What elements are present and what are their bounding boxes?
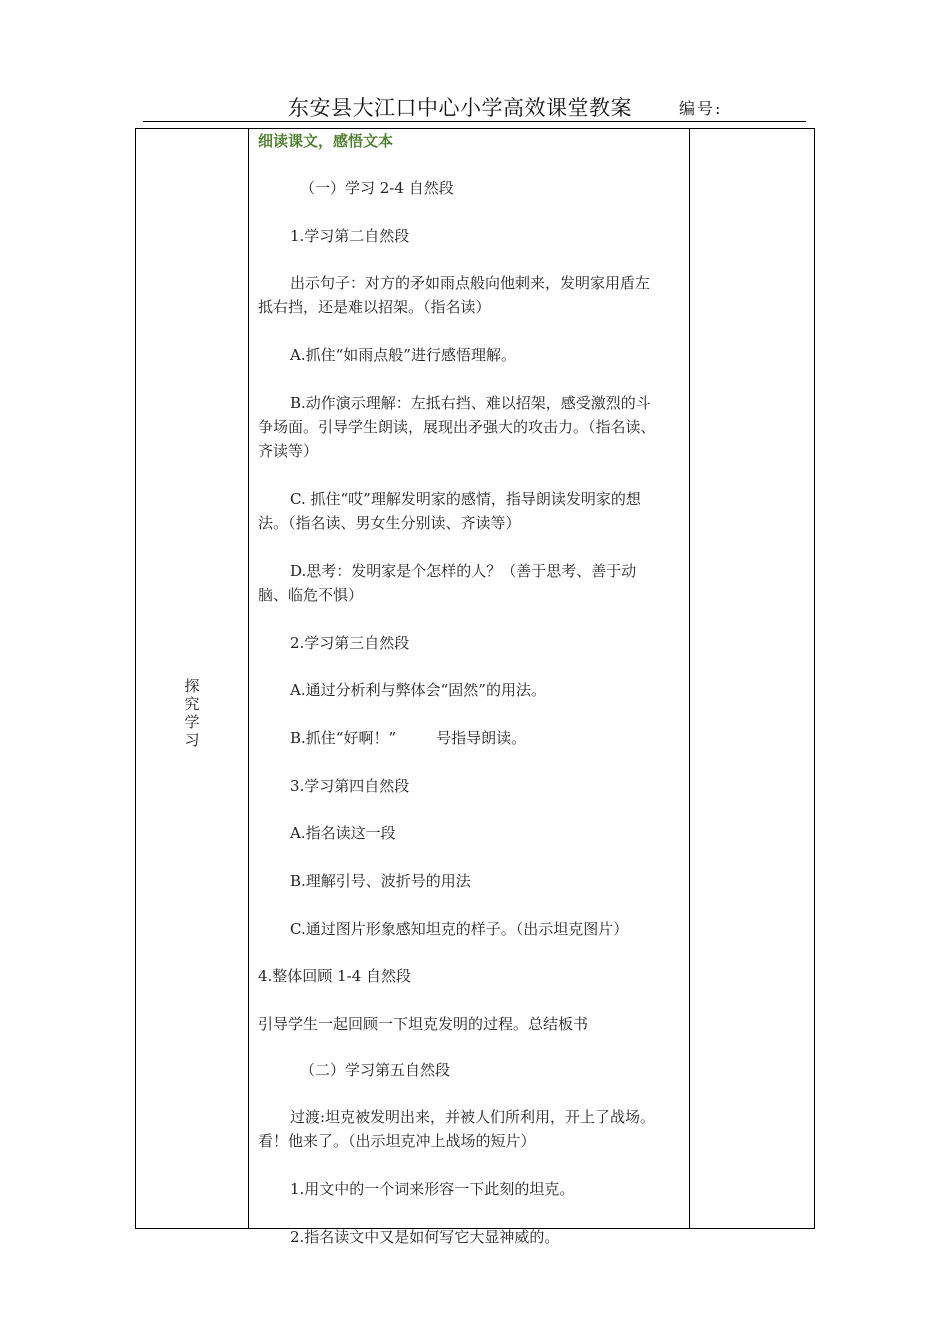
- content-line: 引导学生一起回顾一下坦克发明的过程。总结板书: [258, 1015, 589, 1033]
- table-column-divider: [689, 128, 690, 1229]
- content-line: 法。（指名读、男女生分别读、齐读等）: [258, 514, 521, 532]
- content-line: 3.学习第四自然段: [290, 777, 410, 795]
- document-title: 东安县大江口中心小学高效课堂教案: [288, 96, 632, 120]
- content-line-part: B.抓住“好啊！”: [290, 729, 397, 747]
- content-line: C.通过图片形象感知坦克的样子。（出示坦克图片）: [290, 920, 629, 938]
- content-line: C. 抓住“哎”理解发明家的感情，指导朗读发明家的想: [290, 490, 641, 508]
- content-line: A.抓住“如雨点般”进行感悟理解。: [290, 346, 516, 364]
- content-line: （一）学习 2-4 自然段: [300, 179, 454, 197]
- content-line: 抵右挡，还是难以招架。（指名读）: [258, 298, 491, 316]
- content-line: 出示句子：对方的矛如雨点般向他刺来，发明家用盾左: [290, 274, 651, 292]
- content-line: 1.用文中的一个词来形容一下此刻的坦克。: [290, 1180, 575, 1198]
- table-column-divider: [248, 128, 249, 1229]
- header-divider: [143, 121, 806, 122]
- content-line: 争场面。引导学生朗读，展现出矛强大的攻击力。（指名读、: [258, 418, 656, 436]
- content-line: （二）学习第五自然段: [300, 1061, 451, 1079]
- content-line: D.思考：发明家是个怎样的人？（善于思考、善于动: [290, 562, 637, 580]
- content-line: 脑、临危不惧）: [258, 586, 364, 604]
- content-line: [290, 727, 526, 750]
- content-line: 2.学习第三自然段: [290, 634, 410, 652]
- content-line: B.动作演示理解：左抵右挡、难以招架，感受激烈的斗: [290, 394, 651, 412]
- document-number-label: 编号:: [679, 99, 723, 118]
- content-line: 4.整体回顾 1-4 自然段: [258, 967, 412, 985]
- section-title: 细读课文，感悟文本: [258, 132, 394, 150]
- content-line: 1.学习第二自然段: [290, 227, 410, 245]
- content-line: 齐读等）: [258, 442, 319, 460]
- content-line: 2.指名读文中又是如何写它大显神威的。: [290, 1228, 560, 1246]
- content-line: 过渡:坦克被发明出来，并被人们所利用，开上了战场。: [290, 1108, 656, 1126]
- content-line: 看！他来了。（出示坦克冲上战场的短片）: [258, 1132, 536, 1150]
- content-line-part: 号指导朗读。: [436, 729, 527, 747]
- content-line: B.理解引号、波折号的用法: [290, 872, 471, 890]
- content-line: A.通过分析利与弊体会“固然”的用法。: [290, 681, 546, 699]
- stage-label: 探究学习: [184, 677, 200, 749]
- content-line: A.指名读这一段: [290, 824, 396, 842]
